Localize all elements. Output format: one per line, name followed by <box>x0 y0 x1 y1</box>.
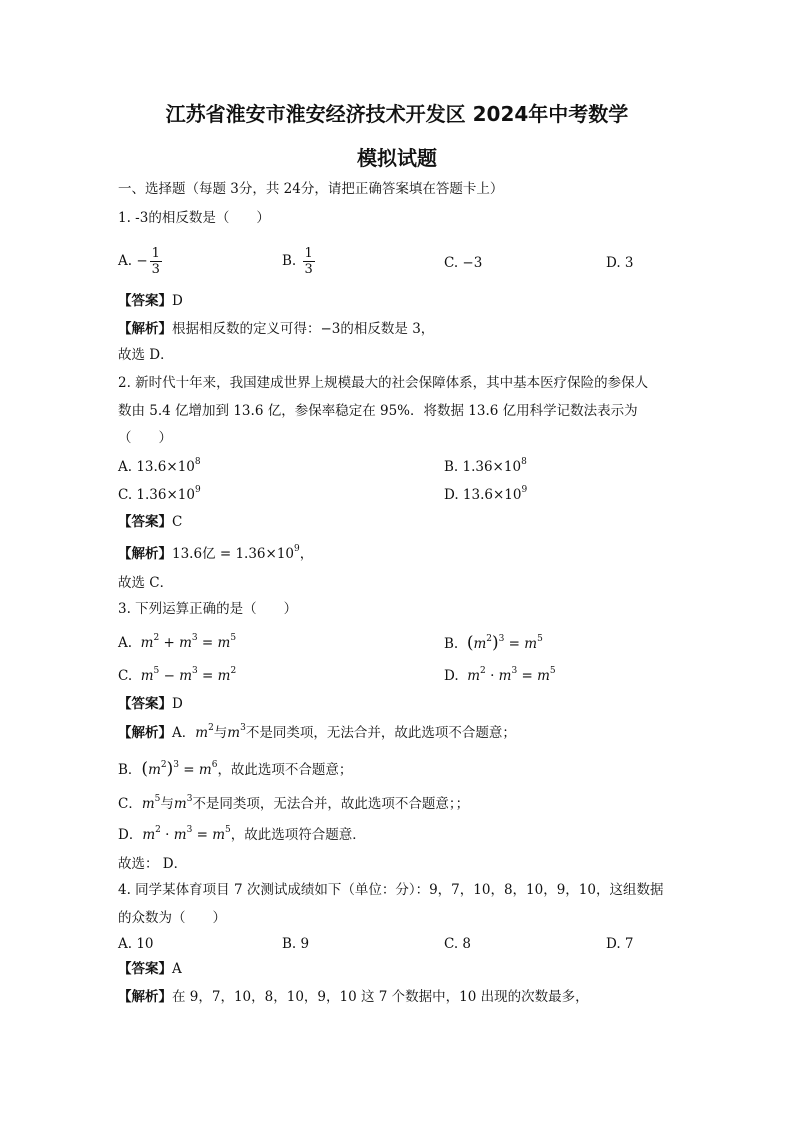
q3-analysis-b: B．$(m^2)^3 = m^6$，故此选项不合题意； <box>118 759 353 779</box>
q4-option-d: D. 7 <box>606 936 634 952</box>
q3-conclusion: 故选： D． <box>118 856 188 872</box>
q1-b-fraction: $\frac{1}{3}$ <box>304 246 313 277</box>
q1-answer: 【答案】D <box>118 293 183 309</box>
q2-option-c: C. $1.36\times 10^9$ <box>118 485 201 503</box>
q2-stem-line2: 数由 5.4 亿增加到 13.6 亿，参保率稳定在 95%．将数据 13.6 亿用科学记数法表示为 <box>118 403 638 419</box>
q3-option-b: B. $(m^2)^3 = m^5$ <box>444 633 543 653</box>
q4-analysis: 【解析】在 9，7，10，8，10，9，10 这 7 个数据中，10 出现的次数最多， <box>118 989 589 1005</box>
q1-a-fraction: $\frac{1}{3}$ <box>151 246 160 277</box>
q2-stem-line1: 2. 新时代十年来，我国建成世界上规模最大的社会保障体系，其中基本医疗保险的参保人 <box>118 375 649 391</box>
q4-stem-line1: 4. 同学某体育项目 7 次测试成绩如下（单位：分）：9，7，10，8，10，9，10，这组数据 <box>118 882 664 898</box>
q1-stem: 1. -3的相反数是（ ） <box>118 210 270 226</box>
q4-option-a: A. 10 <box>118 936 154 952</box>
q2-option-a: A. $13.6\times 10^8$ <box>118 457 201 475</box>
q1-analysis: 【解析】根据相反数的定义可得：−3的相反数是 3， <box>118 321 435 337</box>
section-header: 一、选择题（每题 3分，共 24分，请把正确答案填在答题卡上） <box>118 181 504 197</box>
q1-option-c: C. −3 <box>444 255 483 271</box>
q1-option-a: A. − $\frac{1}{3}$ <box>118 246 160 277</box>
q2-answer: 【答案】C <box>118 514 183 530</box>
q3-option-a: A. $m^2 + m^3 = m^5$ <box>118 633 237 651</box>
q4-option-b: B. 9 <box>282 936 310 952</box>
q2-stem-line3: （ ） <box>118 430 172 446</box>
q1-option-d: D. 3 <box>606 255 634 271</box>
q4-option-c: C. 8 <box>444 936 472 952</box>
q4-stem-line2: 的众数为（ ） <box>118 910 226 926</box>
q2-option-d: D. $13.6\times 10^9$ <box>444 485 528 503</box>
q3-option-c: C. $m^5 - m^3 = m^2$ <box>118 666 237 684</box>
q2-conclusion: 故选 C． <box>118 575 174 591</box>
q3-analysis-a: 【解析】A．$m^2$与$m^3$不是同类项，无法合并，故此选项不合题意； <box>118 723 516 741</box>
q1-option-b: B. $\frac{1}{3}$ <box>282 246 313 277</box>
q3-analysis-c: C．$m^5$与$m^3$不是同类项，无法合并，故此选项不合题意；； <box>118 794 470 812</box>
doc-title-line1: 江苏省淮安市淮安经济技术开发区 2024年中考数学 <box>165 102 629 126</box>
q3-option-d: D. $m^2 \cdot m^3 = m^5$ <box>444 666 556 684</box>
q1-conclusion: 故选 D． <box>118 347 174 363</box>
q3-answer: 【答案】D <box>118 696 183 712</box>
q3-stem: 3. 下列运算正确的是（ ） <box>118 601 298 617</box>
doc-title-line2: 模拟试题 <box>357 146 437 170</box>
q2-analysis: 【解析】13.6亿 = $1.36\times 10^9$， <box>118 544 314 562</box>
q3-analysis-d: D．$m^2 \cdot m^3 = m^5$，故此选项符合题意． <box>118 825 366 843</box>
q4-answer: 【答案】A <box>118 961 182 977</box>
q2-option-b: B. $1.36\times 10^8$ <box>444 457 527 475</box>
